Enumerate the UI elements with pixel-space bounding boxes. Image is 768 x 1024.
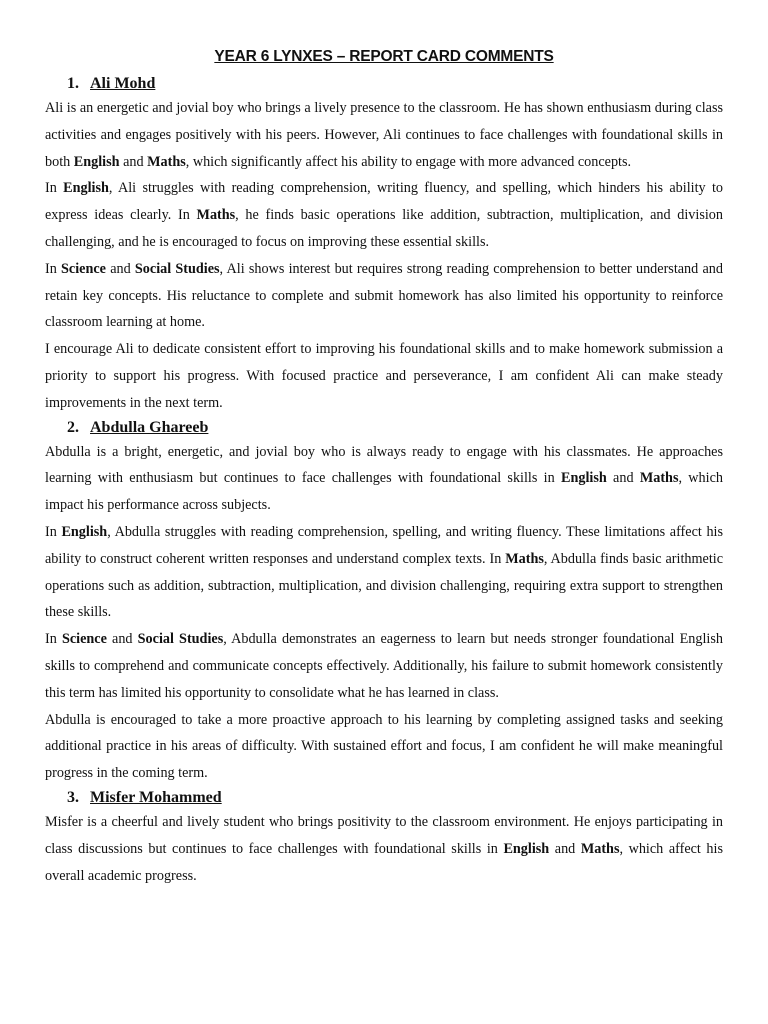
subject-name: Science <box>61 631 107 648</box>
subject-name: Maths <box>196 207 236 224</box>
comment-paragraph: In Science and Social Studies, Ali shows interest but requires strong reading comprehension to better understand and retain key concepts. His reluctance to complete and submit homework has also limited his opportunity to reinforce classroom learning at home. <box>45 260 723 331</box>
student-heading <box>67 789 723 807</box>
student-name: Misfer Mohammed <box>90 788 222 806</box>
student-name: Abdulla Ghareeb <box>90 418 209 436</box>
student-heading <box>67 75 723 93</box>
document-title: YEAR 6 LYNXES – REPORT CARD COMMENTS <box>214 48 554 65</box>
subject-name: Social Studies <box>137 631 224 648</box>
comment-paragraph: Abdulla is a bright, energetic, and jovial boy who is always ready to engage with his classmates. He approaches learning with enthusiasm but continues to face challenges with foundational skills in English and Maths, which impact his performance across subjects. <box>45 443 723 514</box>
student-heading <box>67 419 723 437</box>
student-number: 3. <box>67 788 79 806</box>
comment-paragraph: Misfer is a cheerful and lively student who brings positivity to the classroom environment. He enjoys participating in class discussions but continues to face challenges with foundational skills in English and Maths, which affect his overall academic progress. <box>45 813 723 884</box>
subject-name: Maths <box>505 550 544 567</box>
subject-name: English <box>73 153 120 170</box>
subject-name: Social Studies <box>134 260 220 277</box>
subject-name: Maths <box>639 470 679 487</box>
subject-name: Maths <box>580 840 620 857</box>
student-number: 1. <box>67 75 79 92</box>
student-comments-list <box>45 75 723 889</box>
subject-name: English <box>503 840 550 857</box>
student-section <box>45 75 723 417</box>
student-number: 2. <box>67 418 79 436</box>
comment-paragraph: In English, Abdulla struggles with reading comprehension, spelling, and writing fluency. These limitations affect his ability to construct coherent written responses and understand complex texts. In Maths, Abdulla finds basic arithmetic operations such as addition, subtraction, multiplication, and division challenging, requiring extra support to strengthen these skills. <box>45 523 724 621</box>
subject-name: English <box>561 470 607 487</box>
subject-name: Science <box>61 260 106 277</box>
subject-name: English <box>61 523 108 540</box>
student-name: Ali Mohd <box>90 75 156 92</box>
document-page <box>45 44 723 891</box>
subject-name: Maths <box>147 153 186 170</box>
comment-paragraph: Abdulla is encouraged to take a more proactive approach to his learning by completing assigned tasks and seeking additional practice in his areas of difficulty. With sustained effort and focus, I am confident he will make meaningful progress in the coming term. <box>45 711 723 782</box>
comment-paragraph: Ali is an energetic and jovial boy who brings a lively presence to the classroom. He has shown enthusiasm during class activities and engages positively with his peers. However, Ali continues to face challenges with foundational skills in both English and Maths, which significantly affect his ability to engage with more advanced concepts. <box>45 100 723 170</box>
student-section <box>45 789 723 889</box>
comment-paragraph: In Science and Social Studies, Abdulla demonstrates an eagerness to learn but needs stronger foundational English skills to comprehend and communicate concepts effectively. Additionally, his failure to submit homework consistently this term has limited his opportunity to consolidate what he has learned in class. <box>45 631 723 701</box>
comment-paragraph: In English, Ali struggles with reading comprehension, writing fluency, and spelling, which hinders his ability to express ideas clearly. In Maths, he finds basic operations like addition, subtraction, multiplication, and division challenging, and he is encouraged to focus on improving these essential skills. <box>45 180 723 250</box>
subject-name: English <box>63 180 109 197</box>
comment-paragraph: I encourage Ali to dedicate consistent effort to improving his foundational skills and to make homework submission a priority to support his progress. With focused practice and perseverance, I am confident Ali can make steady improvements in the next term. <box>45 341 723 411</box>
student-section <box>45 419 723 787</box>
